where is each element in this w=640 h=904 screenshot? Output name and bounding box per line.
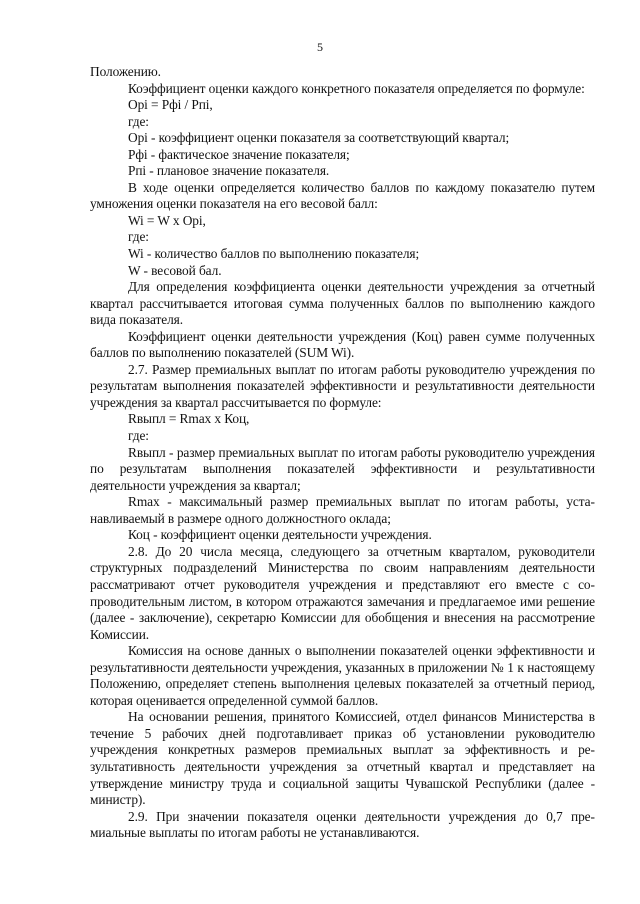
formula-where: где: xyxy=(128,113,149,129)
formula-definition: Opi - коэффициент оценки показателя за соответствующий квартал; xyxy=(128,130,510,146)
paragraph-clause-2-8: 2.8. До 20 числа месяца, следующего за отчетным кварталом, руководители структурных подразделений Министерства по своим направлениям деятельности рассматривают отчет руководителя учреждения и представляют его вместе с сопроводительным листом, в котором отражаются замечания и предлагаемое ими решение (далее - заключение), секретарю Комиссии для обобщения и внесения на рассмотрение Комиссии. xyxy=(90,543,595,642)
paragraph: Коэффициент оценки деятельности учреждения (Коц) равен сумме полученных баллов по выполнению показателей (SUM Wi). xyxy=(90,328,595,361)
formula-where: где: xyxy=(128,428,149,444)
paragraph: Коэффициент оценки каждого конкретного показателя определяется по формуле: xyxy=(128,80,585,96)
paragraph-clause-2-9: 2.9. При значении показателя оценки деятельности учреждения до 0,7 премиальные выплаты по итогам работы не устанавливаются. xyxy=(90,808,595,841)
paragraph: Комиссия на основе данных о выполнении показателей оценки эффективности и результативности деятельности учреждения, указанных в приложении № 1 к настоящему Положению, определяет степень выполнения целевых показателей за отчетный период, которая оценивается определенной суммой баллов. xyxy=(90,643,595,708)
formula: Wi = W x Opi, xyxy=(128,212,206,228)
document-body xyxy=(90,64,595,842)
formula-where: где: xyxy=(128,229,149,245)
formula: Opi = Pфi / Pпi, xyxy=(128,97,213,113)
paragraph: Положению. xyxy=(90,64,161,79)
formula: Rвыпл = Rmax x Коц, xyxy=(128,411,250,427)
formula-definition: Коц - коэффициент оценки деятельности учреждения. xyxy=(128,527,432,543)
paragraph: В ходе оценки определяется количество баллов по каждому показателю путем умножения оценки показателя на его весовой балл: xyxy=(90,179,595,212)
formula-definition: Rmax - максимальный размер премиальных выплат по итогам работы, устанавливаемый в размере одного должностного оклада; xyxy=(90,494,595,526)
formula-definition: Wi - количество баллов по выполнению показателя; xyxy=(128,246,420,262)
paragraph: На основании решения, принятого Комиссией, отдел финансов Министерства в течение 5 рабочих дней подготавливает приказ об установлении руководителю учреждения конкретных размеров премиальных выплат за эффективность и результативность деятельности учреждения за отчетный квартал и представляет на утверждение министру труда и социальной защиты Чувашской Республики (далее - министр). xyxy=(90,709,595,808)
paragraph-clause-2-7: 2.7. Размер премиальных выплат по итогам работы руководителю учреждения по результатам выполнения показателей эффективности и результативности деятельности учреждения за квартал рассчитывается по формуле: xyxy=(90,361,595,410)
paragraph: Для определения коэффициента оценки деятельности учреждения за отчетный квартал рассчитывается итоговая сумма полученных баллов по выполнению каждого вида показателя. xyxy=(90,279,595,328)
formula-definition: Pпi - плановое значение показателя. xyxy=(128,163,330,179)
formula-definition: Pфi - фактическое значение показателя; xyxy=(128,146,350,162)
formula-definition: Rвыпл - размер премиальных выплат по итогам работы руководителю учреждения по результатам выполнения показателей эффективности и результативности деятельности учреждения за квартал; xyxy=(90,444,595,493)
page-number: 5 xyxy=(317,40,323,54)
formula-definition: W - весовой бал. xyxy=(128,262,222,278)
